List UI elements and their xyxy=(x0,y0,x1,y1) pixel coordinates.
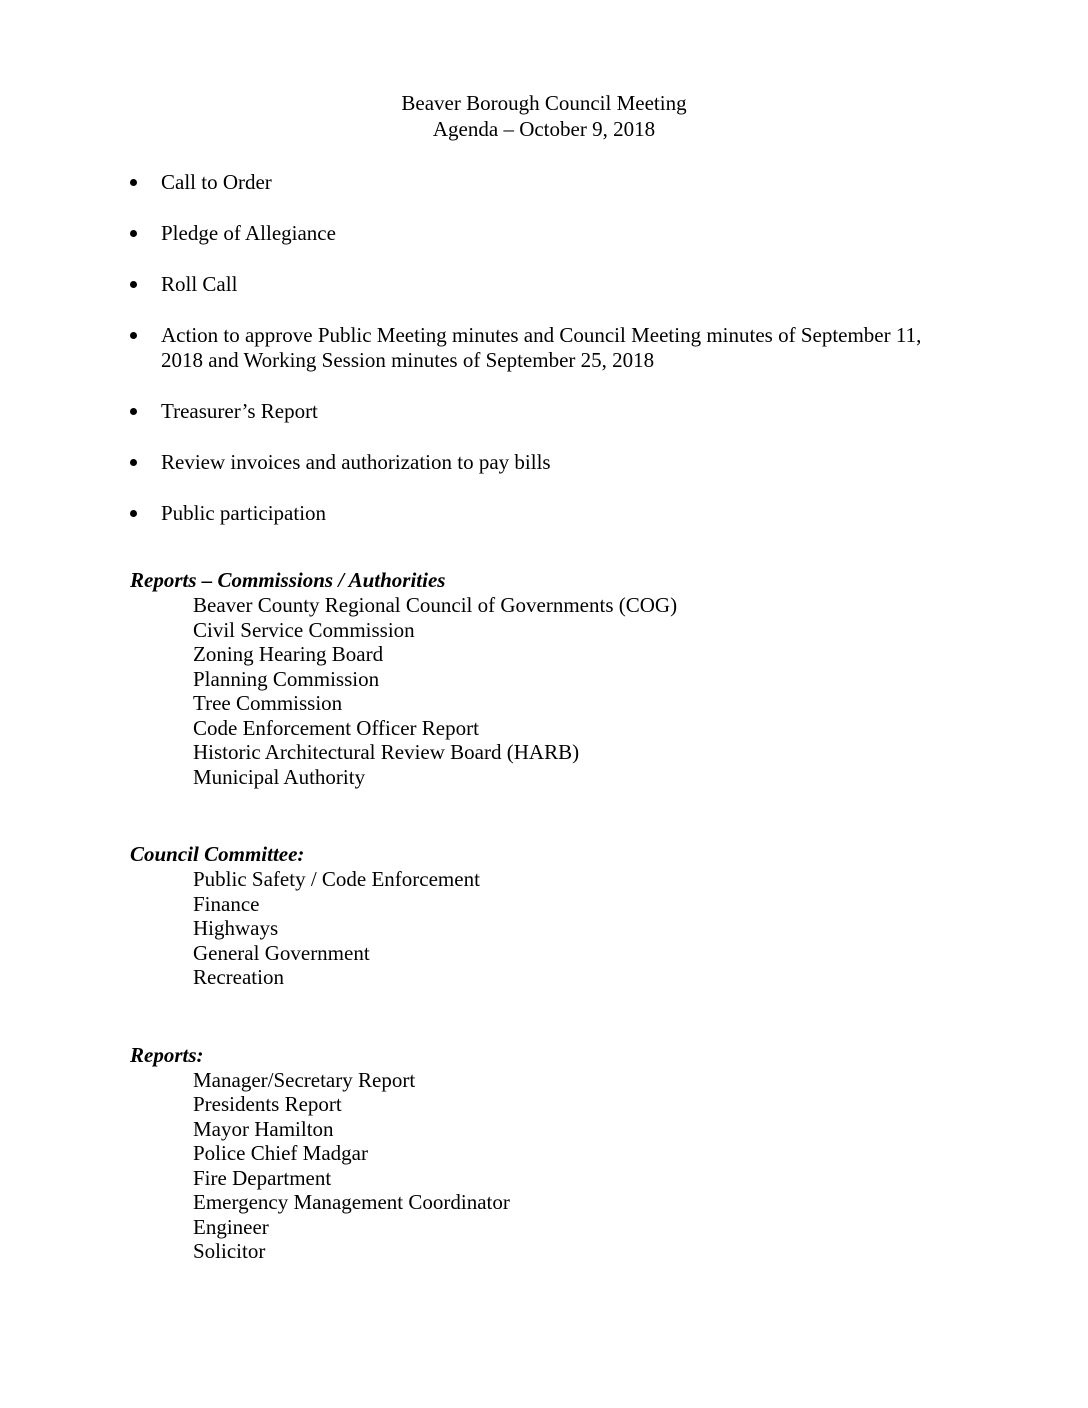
section-item: Recreation xyxy=(193,965,284,989)
section-item: Police Chief Madgar xyxy=(193,1141,368,1165)
agenda-item xyxy=(0,450,1088,475)
section-heading: Reports – Commissions / Authorities xyxy=(130,568,446,592)
agenda-item xyxy=(0,221,1088,246)
section-item: Beaver County Regional Council of Governments (COG) xyxy=(193,593,678,617)
bullet-icon xyxy=(130,281,137,288)
sections xyxy=(0,568,1088,1264)
section-item: General Government xyxy=(193,940,370,965)
agenda-item xyxy=(0,170,1088,195)
agenda-item xyxy=(0,323,1088,373)
section-item: Presidents Report xyxy=(193,1092,342,1116)
section-item: Finance xyxy=(193,891,260,916)
section-heading: Council Committee: xyxy=(130,842,305,866)
title-line-1: Beaver Borough Council Meeting xyxy=(401,91,687,115)
agenda-item-text: Pledge of Allegiance xyxy=(161,221,336,245)
bullet-icon xyxy=(130,459,137,466)
agenda-list xyxy=(0,170,1088,526)
section-heading: Reports: xyxy=(130,1042,204,1067)
bullet-icon xyxy=(130,332,137,339)
agenda-item-text: Roll Call xyxy=(161,272,238,296)
agenda-item-text: Call to Order xyxy=(161,170,272,194)
section-item-list xyxy=(193,593,1088,789)
section-item: Historic Architectural Review Board (HARB) xyxy=(193,740,580,764)
section-item: Planning Commission xyxy=(193,666,380,691)
agenda-item-text: Public participation xyxy=(161,501,327,525)
section-item: Engineer xyxy=(193,1214,269,1239)
bullet-icon xyxy=(130,510,137,517)
section-item: Highways xyxy=(193,916,279,940)
section-item: Mayor Hamilton xyxy=(193,1116,334,1141)
section-item-list xyxy=(193,867,1088,990)
section xyxy=(0,1043,1088,1264)
section-item-list xyxy=(193,1068,1088,1264)
bullet-icon xyxy=(130,179,137,186)
section-item: Public Safety / Code Enforcement xyxy=(193,867,480,891)
agenda-item-text: Action to approve Public Meeting minutes and Council Meeting minutes of September 11, 2018 and Working Session minutes of September 25, 2018 xyxy=(161,323,922,372)
section-item: Tree Commission xyxy=(193,691,343,715)
section-item: Zoning Hearing Board xyxy=(193,642,384,666)
agenda-item-text: Review invoices and authorization to pay bills xyxy=(161,450,551,474)
section-item: Manager/Secretary Report xyxy=(193,1067,416,1092)
agenda-item xyxy=(0,399,1088,424)
agenda-item xyxy=(0,272,1088,297)
agenda-item xyxy=(0,501,1088,526)
section xyxy=(0,568,1088,789)
section-item: Municipal Authority xyxy=(193,764,366,789)
section-item: Fire Department xyxy=(193,1165,332,1190)
bullet-icon xyxy=(130,230,137,237)
section-item: Civil Service Commission xyxy=(193,617,415,642)
section-item: Code Enforcement Officer Report xyxy=(193,715,479,740)
section-item: Solicitor xyxy=(193,1239,266,1263)
section-item: Emergency Management Coordinator xyxy=(193,1190,510,1214)
document-title xyxy=(0,90,1088,142)
section xyxy=(0,842,1088,990)
bullet-icon xyxy=(130,408,137,415)
agenda-item-text: Treasurer’s Report xyxy=(161,399,318,423)
title-line-2: Agenda – October 9, 2018 xyxy=(432,117,656,141)
